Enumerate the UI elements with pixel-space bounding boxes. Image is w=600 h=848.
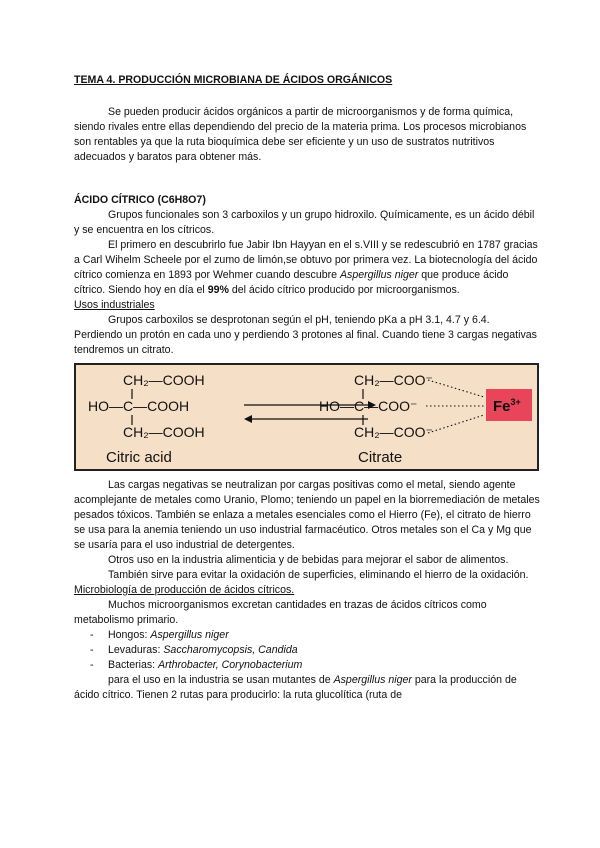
citric-top-group: CH₂—COOH xyxy=(123,372,205,388)
document-page xyxy=(74,62,540,703)
species-name: Aspergillus niger xyxy=(333,674,412,686)
intro-paragraph: Se pueden producir ácidos orgánicos a partir de microorganismos y de forma química, siendo rivales entre ellas dependiendo del precio de la materia prima. Los procesos microbianos son rentables ya que la ruta bioquímica debe ser eficiente y un uso de sustratos nutritivos adecuados y baratos para obtener más. xyxy=(74,106,527,163)
list-item: - Bacterias: Arthrobacter, Corynobacterium xyxy=(90,658,540,673)
citric-bottom-group: CH₂—COOH xyxy=(123,424,205,440)
species-name: Aspergillus niger xyxy=(339,269,419,281)
citrate-mid-group: HO—C—COO⁻ xyxy=(319,398,418,414)
paragraph-metal-complexing: Las cargas negativas se neutralizan por cargas positivas como el metal, siendo agente acomplejante de metales como Uranio, Plomo; teniendo un papel en la biorremediación de metales pesados tóxicos. También se enlaza a metales esenciales como el Hierro (Fe), el citrato de hierro se usa para la anemia teniendo un uso industrial farmacéutico. Otros metales son el Ca y Mg que se usaría para el uso industrial de detergentes. xyxy=(74,479,540,551)
citric-acid-label: Citric acid xyxy=(106,449,172,466)
paragraph-deprotonation: Grupos carboxilos se desprotonan según el pH, teniendo pKa a pH 3.1, 4.7 y 6.4. Perdiendo un protón en cada uno y perdiendo 3 protones al final. Cuando tiene 3 cargas negativas tendremos un citrato. xyxy=(74,314,537,356)
paragraph-oxidation: También sirve para evitar la oxidación de superficies, eliminando el hierro de la oxidación. xyxy=(108,569,529,581)
citrate-label: Citrate xyxy=(358,449,403,466)
page-title: TEMA 4. PRODUCCIÓN MICROBIANA DE ÁCIDOS ORGÁNICOS xyxy=(74,74,393,86)
history-text-c: del ácido cítrico producido por microorganismos. xyxy=(228,284,460,296)
list-item: - Hongos: Aspergillus niger xyxy=(90,628,540,643)
organism-list xyxy=(74,628,540,673)
paragraph-industrial-mutants: para el uso en la industria se usan mutantes de Aspergillus niger para la producción de ácido cítrico. Tienen 2 rutas para producirlo: la ruta glucolítica (ruta de xyxy=(74,674,517,701)
coordination-line-top xyxy=(428,380,484,397)
citrate-bottom-group: CH₂—COO⁻ xyxy=(354,424,433,440)
percent-value: 99% xyxy=(207,284,229,296)
reverse-arrow-head xyxy=(244,415,252,423)
citrate-top-group: CH₂—COO⁻ xyxy=(354,372,433,388)
citric-mid-group: HO—C—COOH xyxy=(88,398,190,414)
coordination-line-bottom xyxy=(428,415,484,433)
paragraph-functional-groups: Grupos funcionales son 3 carboxilos y un grupo hidroxilo. Químicamente, es un ácido débil y se encuentra en los cítricos. xyxy=(74,209,535,236)
section-heading-citric-acid: ÁCIDO CÍTRICO (C6H8O7) xyxy=(74,194,206,206)
iron-ion-label: $Fe^{3+}$ xyxy=(493,397,521,415)
subheading-microbiology: Microbiología de producción de ácidos cítricos. xyxy=(74,584,295,596)
subheading-industrial-uses: Usos industriales xyxy=(74,299,155,311)
history-text-b: que produce ácido cítrico. Siendo hoy en día el xyxy=(74,269,509,296)
list-item: - Levaduras: Saccharomycopsis, Candida xyxy=(90,643,540,658)
paragraph-microorganisms: Muchos microorganismos excretan cantidades en trazas de ácidos cítricos como metabolismo primario. xyxy=(74,599,487,626)
paragraph-food-industry: Otros uso en la industria alimenticia y de bebidas para mejorar el sabor de alimentos. xyxy=(108,554,509,566)
paragraph-history xyxy=(74,238,540,298)
history-text-a: El primero en descubrirlo fue Jabir Ibn Hayyan en el s.VIII y se redescubrió en 1787 gracias a Carl Wihelm Scheele por el zumo de limón,se obtuvo por primera vez. La biotecnología del ácido cítrico comienza en 1893 por Wehmer cuando descubre xyxy=(74,239,538,281)
citrate-chelation-figure xyxy=(74,363,539,471)
